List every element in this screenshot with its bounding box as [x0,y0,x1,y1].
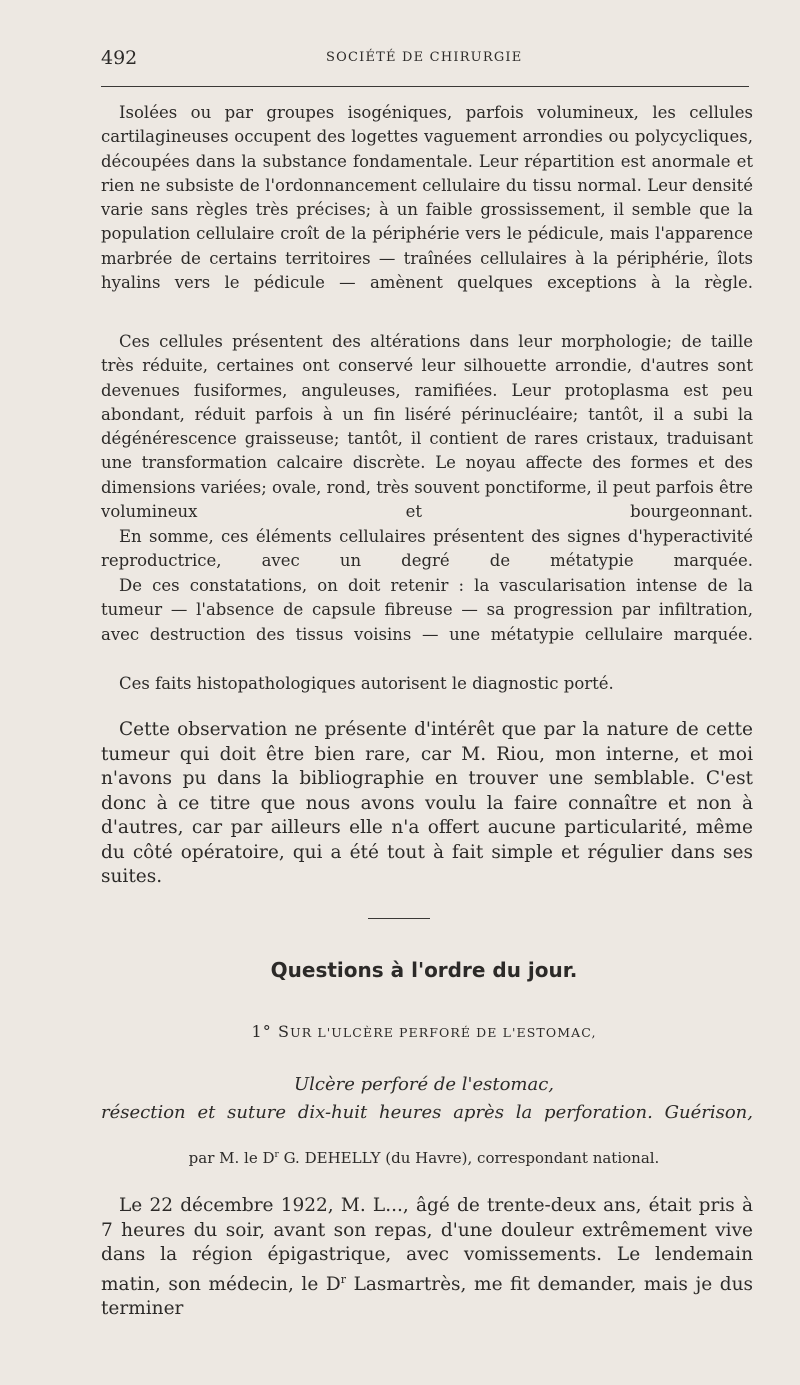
page-number: 492 [101,47,138,69]
section-heading: Questions à l'ordre du jour. [270,958,578,982]
paragraph-cell-distribution: Isolées ou par groupes isogéniques, parfois volumineux, les cellules cartilagineuses occupent des logettes vaguement arrondies ou polycycliques, découpées dans la substance fondamentale. Leur répartition est anormale et rien ne subsiste de l'ordonnancement cellulaire du tissu normal. Leur densité varie sans règles très précises; à un faible grossissement, il semble que la population cellulaire croît de la périphérie vers le pédicule, mais l'apparence marbrée de certains territoires — traînées cellulaires à la périphérie, îlots hyalins vers le pédicule — amènent quelques exceptions à la règle. [101,103,753,293]
article-paragraph-end: Lasmartrès, me fit demander, mais je dus terminer [101,1273,753,1320]
paragraph-findings: De ces constatations, on doit retenir : la vascularisation intense de la tumeur — l'absence de capsule fibreuse — sa progression par infiltration, avec destruction des tissus voisins — une métatypie cellulaire marquée. [101,576,753,644]
byline-author: G. DEHELLY (du Havre), correspondant national. [278,1149,660,1167]
subsection-heading [0,1022,800,1041]
paragraph-cell-alterations: Ces cellules présentent des altérations dans leur morphologie; de taille très réduite, certaines ont conservé leur silhouette arrondie, d'autres sont devenues fusiformes, anguleuses, ramifiées. Leur protoplasma est peu abondant, réduit parfois à un fin liséré périnucléaire; tantôt, il a subi la dégénérescence graisseuse; tantôt, il contient de rares cristaux, traduisant une transformation calcaire discrète. Le noyau affecte des formes et des dimensions variées; ovale, rond, très souvent ponctiforme, il peut parfois être volumineux et bourgeonnant. [101,332,753,522]
paragraph-summary: En somme, ces éléments cellulaires présentent des signes d'hyperactivité reproductrice, avec un degré de métatypie marquée. [101,527,753,571]
article-paragraph [101,1194,753,1322]
subsection-number: 1° [251,1022,272,1041]
subsection-first-letter: S [278,1022,291,1041]
article-title-line-2: résection et suture dix-huit heures après la perforation. Guérison, [101,1102,753,1123]
byline [0,1149,800,1167]
paragraph-diagnosis: Ces faits histopathologiques autorisent le diagnostic porté. [119,674,614,693]
article-title-line-1: Ulcère perforé de l'estomac, [293,1074,555,1095]
paragraph-conclusion: Cette observation ne présente d'intérêt que par la nature de cette tumeur qui doit être bien rare, car M. Riou, mon interne, et moi n'avons pu dans la bibliographie en trouver une semblable. C'est donc à ce titre que nous avons voulu la faire connaître et non à d'autres, car par ailleurs elle n'a offert aucune particularité, même du côté opératoire, qui a été tout à fait simple et régulier dans ses suites. [101,719,753,887]
header-rule [101,86,749,87]
subsection-title: UR L'ULCÈRE PERFORÉ DE L'ESTOMAC, [290,1025,597,1040]
running-title: SOCIÉTÉ DE CHIRURGIE [326,50,523,65]
byline-superscript: r [274,1150,279,1160]
section-divider [368,918,430,919]
byline-prefix: par M. le D [188,1149,275,1167]
article-paragraph-start: Le 22 décembre 1922, M. L..., âgé de trente-deux ans, était pris à 7 heures du soir, avant son repas, d'une douleur extrêmement vive dans la région épigastrique, avec vomissements. Le lendemain matin, son médecin, le D [101,1195,753,1295]
article-paragraph-superscript: r [340,1272,346,1286]
